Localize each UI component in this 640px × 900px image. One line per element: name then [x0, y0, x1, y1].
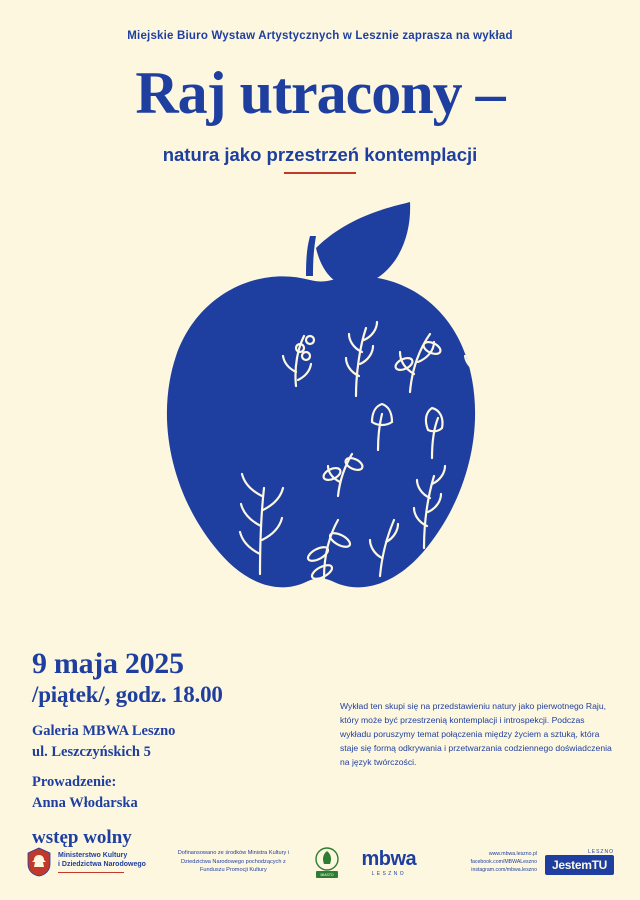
- svg-text:MIASTO: MIASTO: [320, 873, 334, 878]
- host-label: Prowadzenie:: [32, 773, 117, 790]
- event-venue: [32, 721, 223, 763]
- contact-block: [471, 849, 614, 875]
- social-urls: [471, 850, 537, 874]
- funding-text: Dofinansowano ze środków Ministra Kultury i Dziedzictwa Narodowego pochodzących z Funduszu Promocji Kultury: [177, 850, 290, 874]
- venue-name: Galeria MBWA Leszno: [32, 722, 176, 739]
- mbwa-logo-block: [361, 848, 470, 877]
- venue-address: ul. Leszczyńskich 5: [32, 743, 151, 760]
- subtitle-underline: [284, 172, 356, 174]
- city-crest-icon: [310, 845, 344, 879]
- event-time: /piątek/, godz. 18.00: [32, 681, 223, 707]
- instagram-url[interactable]: instagram.com/mbwa.leszno: [471, 867, 538, 874]
- event-description: Wykład ten skupi się na przedstawieniu natury jako pierwotnego Raju, który może być przestrzenią kontemplacji i introspekcji. Podczas wykładu poruszymy temat połączenia między życiem a sztuką, która staje się formą odkrywania i przetwarzania codziennego doświadczenia na język twórczości.: [340, 701, 612, 767]
- ministry-line-1: Ministerstwo Kultury: [58, 851, 128, 859]
- footer-logos: [0, 832, 640, 892]
- city-logo-block: [292, 845, 361, 879]
- jestem-tu-badge: JestemTU: [545, 855, 614, 875]
- host-name: Anna Włodarska: [32, 794, 138, 811]
- mbwa-sub-label: LESZNO: [371, 870, 406, 877]
- poster-subtitle: natura jako przestrzeń kontemplacji: [162, 144, 478, 165]
- polish-eagle-icon: [26, 847, 52, 877]
- apple-illustration: [0, 196, 640, 616]
- free-entry-note: wstęp wolny: [32, 827, 132, 848]
- jestem-tu-logo: [545, 849, 614, 875]
- event-details: [32, 648, 223, 849]
- website-url[interactable]: www.mbwa.leszno.pl: [488, 850, 538, 857]
- event-date: 9 maja 2025: [32, 647, 184, 680]
- ministry-rule: [58, 872, 124, 874]
- funding-note: [175, 849, 292, 874]
- ministry-logo-block: [26, 847, 175, 877]
- event-host: [32, 772, 223, 814]
- ministry-text: [58, 851, 146, 873]
- poster-kicker: Miejskie Biuro Wystaw Artystycznych w Lesznie zaprasza na wykład: [127, 30, 513, 42]
- ministry-line-2: i Dziedzictwa Narodowego: [58, 861, 146, 869]
- apple-icon: [110, 196, 530, 616]
- mbwa-wordmark: mbwa: [361, 847, 417, 870]
- page-title: Raj utracony –: [135, 60, 505, 126]
- facebook-url[interactable]: facebook.com/MBWALeszno: [470, 858, 538, 865]
- leszno-label: LESZNO: [587, 849, 614, 855]
